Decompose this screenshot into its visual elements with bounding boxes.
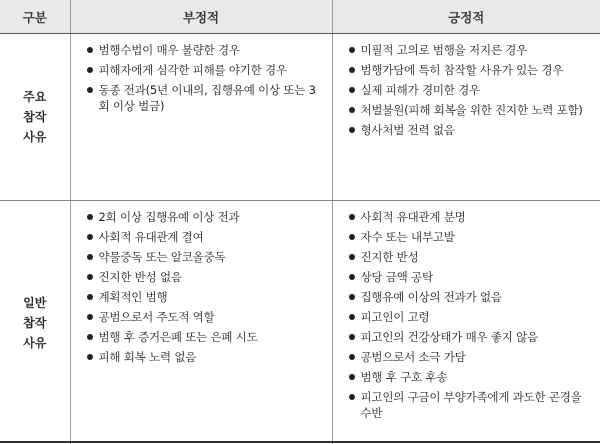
- list-item: 피고인이 고령: [333, 309, 591, 325]
- header-category: 구분: [0, 0, 70, 34]
- major-negative-list: [71, 34, 332, 114]
- row-label-line: 참작: [0, 313, 70, 333]
- header-positive: 긍정적: [332, 0, 600, 34]
- list-item: 자수 또는 내부고발: [333, 229, 591, 245]
- row-label-line: 사유: [0, 333, 70, 353]
- header-row: [0, 0, 600, 34]
- major-negative-cell: [70, 34, 332, 201]
- row-label-general: [0, 201, 70, 444]
- header-negative: 부정적: [70, 0, 332, 34]
- list-item: 동종 전과(5년 이내의, 집행유예 이상 또는 3회 이상 벌금): [71, 82, 322, 114]
- list-item: 진지한 반성 없음: [71, 269, 322, 285]
- major-positive-list: [333, 34, 600, 138]
- list-item: 공범으로서 소극 가담: [333, 349, 591, 365]
- list-item: 범행 후 구호 후송: [333, 369, 591, 385]
- list-item: 피해자에게 심각한 피해를 야기한 경우: [71, 62, 322, 78]
- general-positive-cell: [332, 201, 600, 444]
- row-general-factors: [0, 201, 600, 444]
- list-item: 2회 이상 집행유예 이상 전과: [71, 209, 322, 225]
- list-item: 미필적 고의로 범행을 저지른 경우: [333, 42, 591, 58]
- list-item: 범행수법이 매우 불량한 경우: [71, 42, 322, 58]
- general-negative-list: [71, 201, 332, 365]
- row-label-line: 주요: [0, 87, 70, 107]
- list-item: 공범으로서 주도적 역할: [71, 309, 322, 325]
- list-item: 형사처벌 전력 없음: [333, 122, 591, 138]
- list-item: 진지한 반성: [333, 249, 591, 265]
- list-item: 사회적 유대관계 결여: [71, 229, 322, 245]
- general-negative-cell: [70, 201, 332, 444]
- row-label-major: [0, 34, 70, 201]
- list-item: 사회적 유대관계 분명: [333, 209, 591, 225]
- list-item: 범행 후 증거은폐 또는 은폐 시도: [71, 329, 322, 345]
- list-item: 실제 피해가 경미한 경우: [333, 82, 591, 98]
- list-item: 피고인의 구금이 부양가족에게 과도한 곤경을 수반: [333, 389, 591, 421]
- list-item: 피고인의 건강상태가 매우 좋지 않음: [333, 329, 591, 345]
- list-item: 처벌불원(피해 회복을 위한 진지한 노력 포함): [333, 102, 591, 118]
- row-label-line: 참작: [0, 107, 70, 127]
- row-label-line: 일반: [0, 293, 70, 313]
- list-item: 약물중독 또는 알코올중독: [71, 249, 322, 265]
- major-positive-cell: [332, 34, 600, 201]
- list-item: 범행가담에 특히 참작할 사유가 있는 경우: [333, 62, 591, 78]
- row-major-factors: [0, 34, 600, 201]
- list-item: 피해 회복 노력 없음: [71, 349, 322, 365]
- list-item: 집행유예 이상의 전과가 없음: [333, 289, 591, 305]
- general-positive-list: [333, 201, 600, 421]
- row-label-line: 사유: [0, 127, 70, 147]
- list-item: 계획적인 범행: [71, 289, 322, 305]
- list-item: 상당 금액 공탁: [333, 269, 591, 285]
